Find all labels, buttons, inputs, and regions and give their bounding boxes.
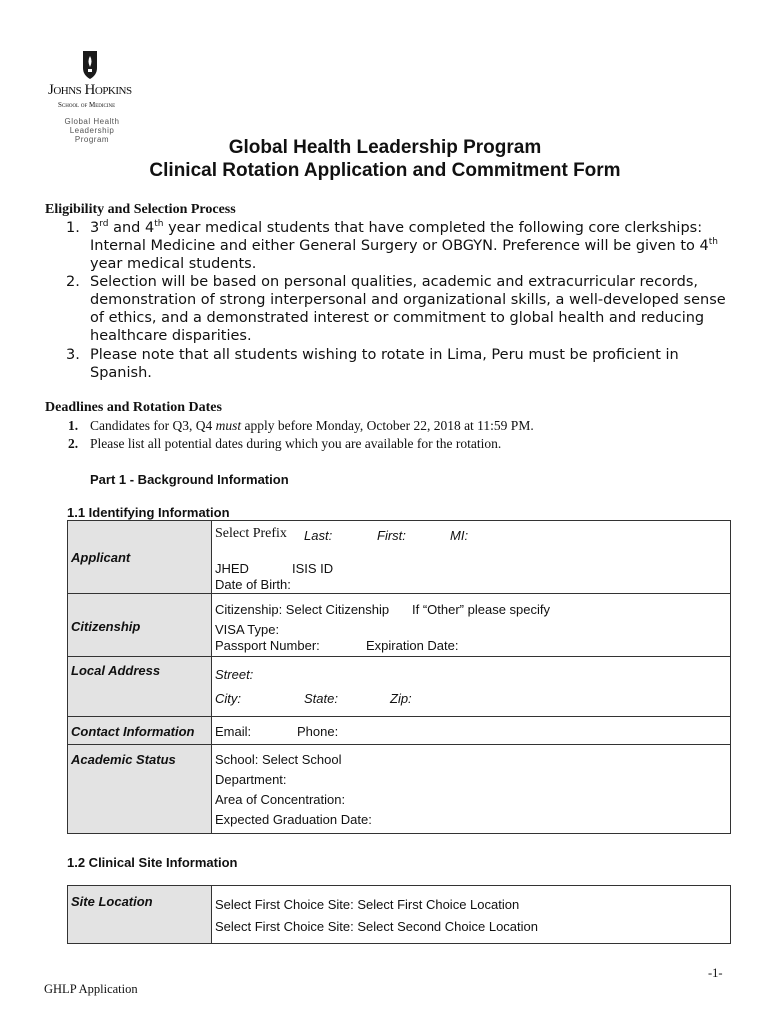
identifying-info-table (67, 520, 731, 834)
deadline-item: 1. Candidates for Q3, Q4 must apply before Monday, October 22, 2018 at 11:59 PM. (68, 418, 534, 433)
jhed-field[interactable]: JHED (215, 561, 249, 576)
site-location-label: Site Location (68, 886, 212, 944)
isis-id-field[interactable]: ISIS ID (292, 561, 334, 576)
citizenship-label: Citizenship (68, 594, 212, 657)
street-field[interactable]: Street: (215, 667, 254, 682)
citizenship-select[interactable]: Citizenship: Select Citizenship (215, 602, 390, 617)
prefix-select[interactable]: Select Prefix (215, 526, 287, 541)
applicant-fields (212, 521, 731, 594)
eligibility-heading: Eligibility and Selection Process (45, 202, 236, 217)
address-fields (212, 657, 731, 717)
state-field[interactable]: State: (304, 691, 338, 706)
page-number: -1- (708, 966, 723, 980)
shield-icon (82, 50, 98, 80)
citizenship-other-field[interactable]: If “Other” please specify (412, 602, 550, 617)
visa-type-field[interactable]: VISA Type: (215, 622, 280, 637)
page-title: Global Health Leadership Program (228, 137, 542, 158)
last-name-field[interactable]: Last: (304, 528, 333, 543)
dob-field[interactable]: Date of Birth: (215, 577, 291, 592)
first-choice-site-select[interactable]: Select First Choice Site: Select First Choice Location (215, 897, 520, 912)
city-field[interactable]: City: (215, 691, 241, 706)
clinical-site-heading: 1.2 Clinical Site Information (67, 855, 238, 870)
citizenship-fields (212, 594, 731, 657)
clinical-site-table (67, 885, 731, 944)
first-name-field[interactable]: First: (377, 528, 406, 543)
logo-program-name: Global Health Leadership Program (64, 117, 120, 144)
logo-university-name: Johns Hopkins (48, 82, 132, 98)
deadlines-heading: Deadlines and Rotation Dates (45, 400, 222, 415)
zip-field[interactable]: Zip: (390, 691, 412, 706)
logo-school-name: School of Medicine (58, 101, 116, 109)
page-subtitle: Clinical Rotation Application and Commitment Form (149, 160, 621, 181)
academic-status-label: Academic Status (68, 745, 212, 834)
expiration-date-field[interactable]: Expiration Date: (366, 638, 459, 653)
part1-heading: Part 1 - Background Information (90, 472, 289, 487)
contact-fields (212, 717, 731, 745)
school-select[interactable]: School: Select School (215, 752, 342, 767)
deadline-item: 2. Please list all potential dates during which you are available for the rotation. (68, 436, 502, 451)
contact-info-label: Contact Information (68, 717, 212, 745)
email-field[interactable]: Email: (215, 724, 252, 739)
academic-fields (212, 745, 731, 834)
site-location-fields (212, 886, 731, 944)
mi-field[interactable]: MI: (450, 528, 469, 543)
graduation-date-field[interactable]: Expected Graduation Date: (215, 812, 372, 827)
department-field[interactable]: Department: (215, 772, 287, 787)
phone-field[interactable]: Phone: (297, 724, 339, 739)
identifying-heading: 1.1 Identifying Information (67, 505, 230, 520)
passport-number-field[interactable]: Passport Number: (215, 638, 320, 653)
local-address-label: Local Address (68, 657, 212, 717)
concentration-field[interactable]: Area of Concentration: (215, 792, 346, 807)
second-choice-site-select[interactable]: Select First Choice Site: Select Second Choice Location (215, 919, 539, 934)
footer-label: GHLP Application (44, 982, 138, 996)
applicant-label: Applicant (68, 521, 212, 594)
